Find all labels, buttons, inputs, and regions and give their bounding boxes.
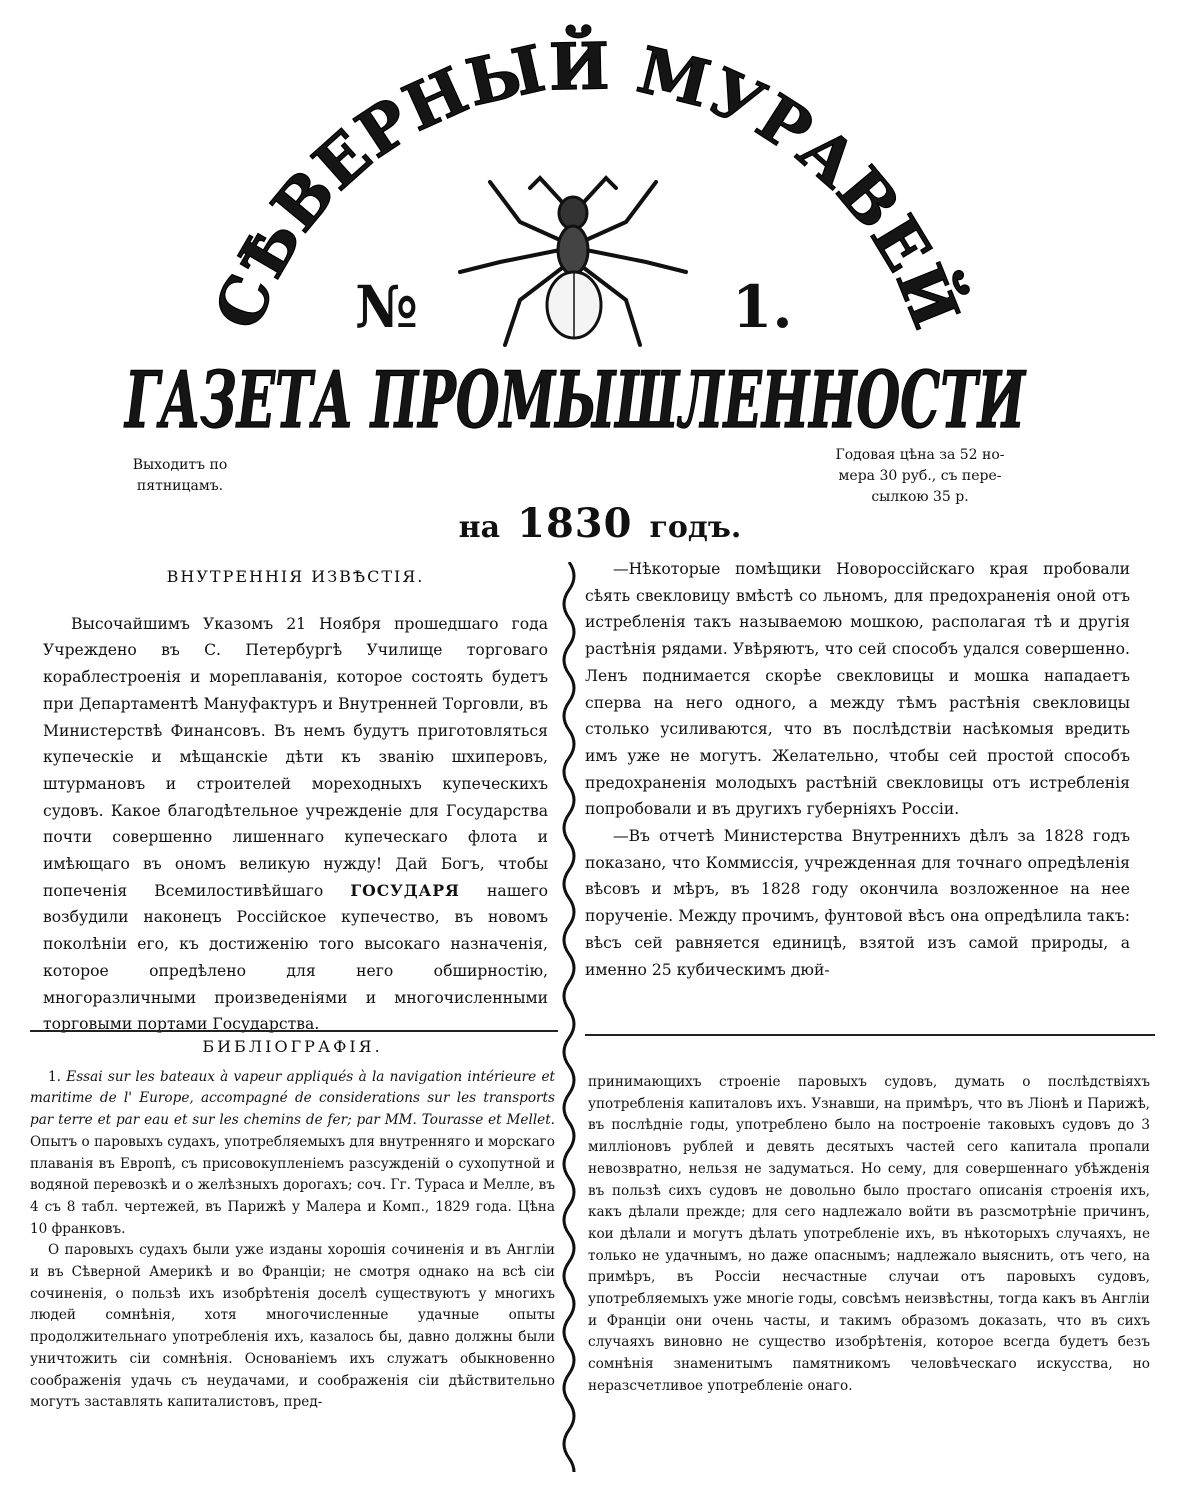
internal-news-paragraph-3: —Въ отчетѣ Министерства Внутреннихъ дѣлъ за 1828 годъ показано, что Коммиссія, учрежденная для точнаго опредѣленія вѣсовъ и мѣръ, въ 1828 году окончила возложенное на нее порученіе. Между прочимъ, фунтовой вѣсъ она опредѣлила такъ: вѣсъ сей равняется единицѣ, взятой изъ самой природы, а именно 25 кубическимъ дюй- (585, 827, 1130, 979)
internal-news-heading: ВНУТРЕННІЯ ИЗВѢСТІЯ. (166, 567, 425, 586)
publication-schedule (100, 455, 260, 497)
internal-news-paragraph-1: Высочайшимъ Указомъ 21 Ноября прошедшаго года Учреждено въ С. Петербургѣ Училище торговаго кораблестроенія и мореплаванія, которое состоять будетъ при Департаментѣ Мануфактуръ и Внутренней Торговли, въ Министерствѣ Финансовъ. Въ немъ будутъ приготовляться купеческіе и мѣщанскіе дѣти къ званію шхиперовъ, штурмановъ и строителей мореходныхъ купеческихъ судовъ. Какое благодѣтельное учрежденіе для Государства почти совершенно лишеннаго купеческаго флота и имѣющаго въ ономъ великую нужду! Дай Богъ, чтобы попеченія Всемилостивѣйшаго ГОСУДАРЯ нашего возбудили наконецъ Россійское купечество, въ новомъ поколѣніи его, къ достиженію того высокаго назначенія, которое опредѣлено для него обширностію, многоразличными произведеніями и многочисленными торговыми портами Государства. (43, 614, 548, 1034)
price-line-2: мера 30 руб., съ пере- (838, 468, 1002, 484)
bibliography-item-1: 1. Essai sur les bateaux à vapeur appliqués à la navigation intérieure et maritime de l' Europe, accompagné de considerations sur les transports par terre et par eau et sur les chemins de fer; par MM. Tourasse et Mellet. Опытъ о паровыхъ судахъ, употребляемыхъ для внутренняго и морскаго плаванія въ Европѣ, съ присовокупленіемъ разсужденій о сухопутной и водяной перевозкѣ и о желѣзныхъ дорогахъ; соч. Гг. Тураса и Мелле, въ 4 съ 8 табл. чертежей, въ Парижѣ у Малера и Комп., 1829 года. Цѣна 10 франковъ. (30, 1068, 555, 1237)
masthead-title: СѢВЕРНЫЙ МУРАВЕЙ (200, 29, 974, 340)
column-divider (557, 562, 581, 1472)
internal-news-left-column (43, 564, 548, 1038)
bibliography-right-column (588, 1072, 1150, 1398)
ant-icon (460, 178, 686, 345)
year-suffix: годъ. (649, 510, 742, 545)
schedule-line-1: Выходитъ по (132, 457, 228, 473)
subscription-price (810, 445, 1030, 508)
bibliography-paragraph-1: О паровыхъ судахъ были уже изданы хорошія сочиненія и въ Англіи и въ Сѣверной Америкѣ и во Франціи; не смотря однако на всѣ сіи сочиненія, о пользѣ ихъ изобрѣтенія доселѣ существуютъ у многихъ людей сомнѣнія, хотя многочисленные удачные опыты продолжительнаго употребленія ихъ, казалось бы, давно должны были уничтожить сіи сомнѣнія. Основаніемъ ихъ служатъ обыкновенно соображенія удачь съ неудачами, и соображенія сіи дѣйствительно могутъ заставлять капиталистовъ, пред- (30, 1242, 555, 1411)
internal-news-right-column (585, 556, 1130, 983)
section-rule-right (585, 1034, 1155, 1036)
price-line-1: Годовая цѣна за 52 но- (835, 447, 1005, 463)
bibliography-left-column (30, 1036, 555, 1414)
bibliography-paragraph-2: принимающихъ строеніе паровыхъ судовъ, думать о послѣдствіяхъ употребленія капиталовъ ихъ. Узнавши, на примѣръ, что въ Ліонѣ и Парижѣ, въ послѣдніе годы, употреблено было на построеніе таковыхъ судовъ до 3 милліоновъ рублей и девять десятыхъ частей сего капитала пропали невозвратно, нельзя не задуматься. Но сему, для совершеннаго убѣжденія въ пользѣ сихъ судовъ не довольно было простаго описанія строенія ихъ, какъ дѣлали прежде; для сего надлежало войти въ разсмотрѣніе причинъ, кои дѣлали и могутъ дѣлать употребленіе ихъ, въ нѣкоторыхъ случаяхъ, не только не удачнымъ, но даже опаснымъ; надлежало выяснить, отъ чего, на примѣръ, въ Россіи несчастные случаи отъ паровыхъ судовъ, употребляемыхъ уже многіе годы, совсѣмъ неизвѣстны, тогда какъ въ Англіи и Франціи они очень часты, и такимъ образомъ доказать, что въ сихъ случаяхъ виновно не существо изобрѣтенія, которое всегда будетъ безъ сомнѣнія знаменитымъ памятникомъ человѣческаго искусства, но неразсчетливое употребленіе онаго. (588, 1074, 1150, 1394)
masthead-subtitle: ГАЗЕТА ПРОМЫШЛЕННОСТИ (123, 355, 1027, 446)
year-value: 1830 (517, 500, 633, 547)
number-value: 1. (732, 273, 793, 341)
year-line (0, 500, 1200, 547)
section-rule-left (30, 1030, 558, 1032)
price-line-3: сылкою 35 р. (871, 489, 969, 505)
schedule-line-2: пятницамъ. (136, 478, 224, 494)
masthead (0, 0, 1200, 450)
internal-news-paragraph-2: —Нѣкоторые помѣщики Новороссійскаго края пробовали сѣять свекловицу вмѣстѣ со льномъ, для предохраненія оной отъ истребленія такъ называемою мошкою, располагая тѣ и другія растѣнія рядами. Увѣряютъ, что сей способъ удался совершенно. Ленъ поднимается скорѣе свекловицы и мошка нападаетъ сперва на него одного, а между тѣмъ растѣнія свекловицы столько усиливаются, что въ послѣдствіи насѣкомыя вредить имъ уже не могутъ. Желательно, чтобы сей простой способъ предохраненія молодыхъ растѣній свекловицы отъ истребленія попробовали и въ другихъ губерніяхъ Россіи. (585, 560, 1130, 819)
bibliography-heading: БИБЛІОГРАФІЯ. (202, 1037, 383, 1056)
bibliography-item-title: Essai sur les bateaux à vapeur appliqués à la navigation intérieure et maritime de l' Europe, accompagné de considerations sur les transports par terre et par eau et sur les chemins de fer; par MM. Tourasse et Mellet. (30, 1068, 555, 1129)
number-mark: № (355, 273, 419, 341)
year-prefix: на (458, 510, 501, 545)
